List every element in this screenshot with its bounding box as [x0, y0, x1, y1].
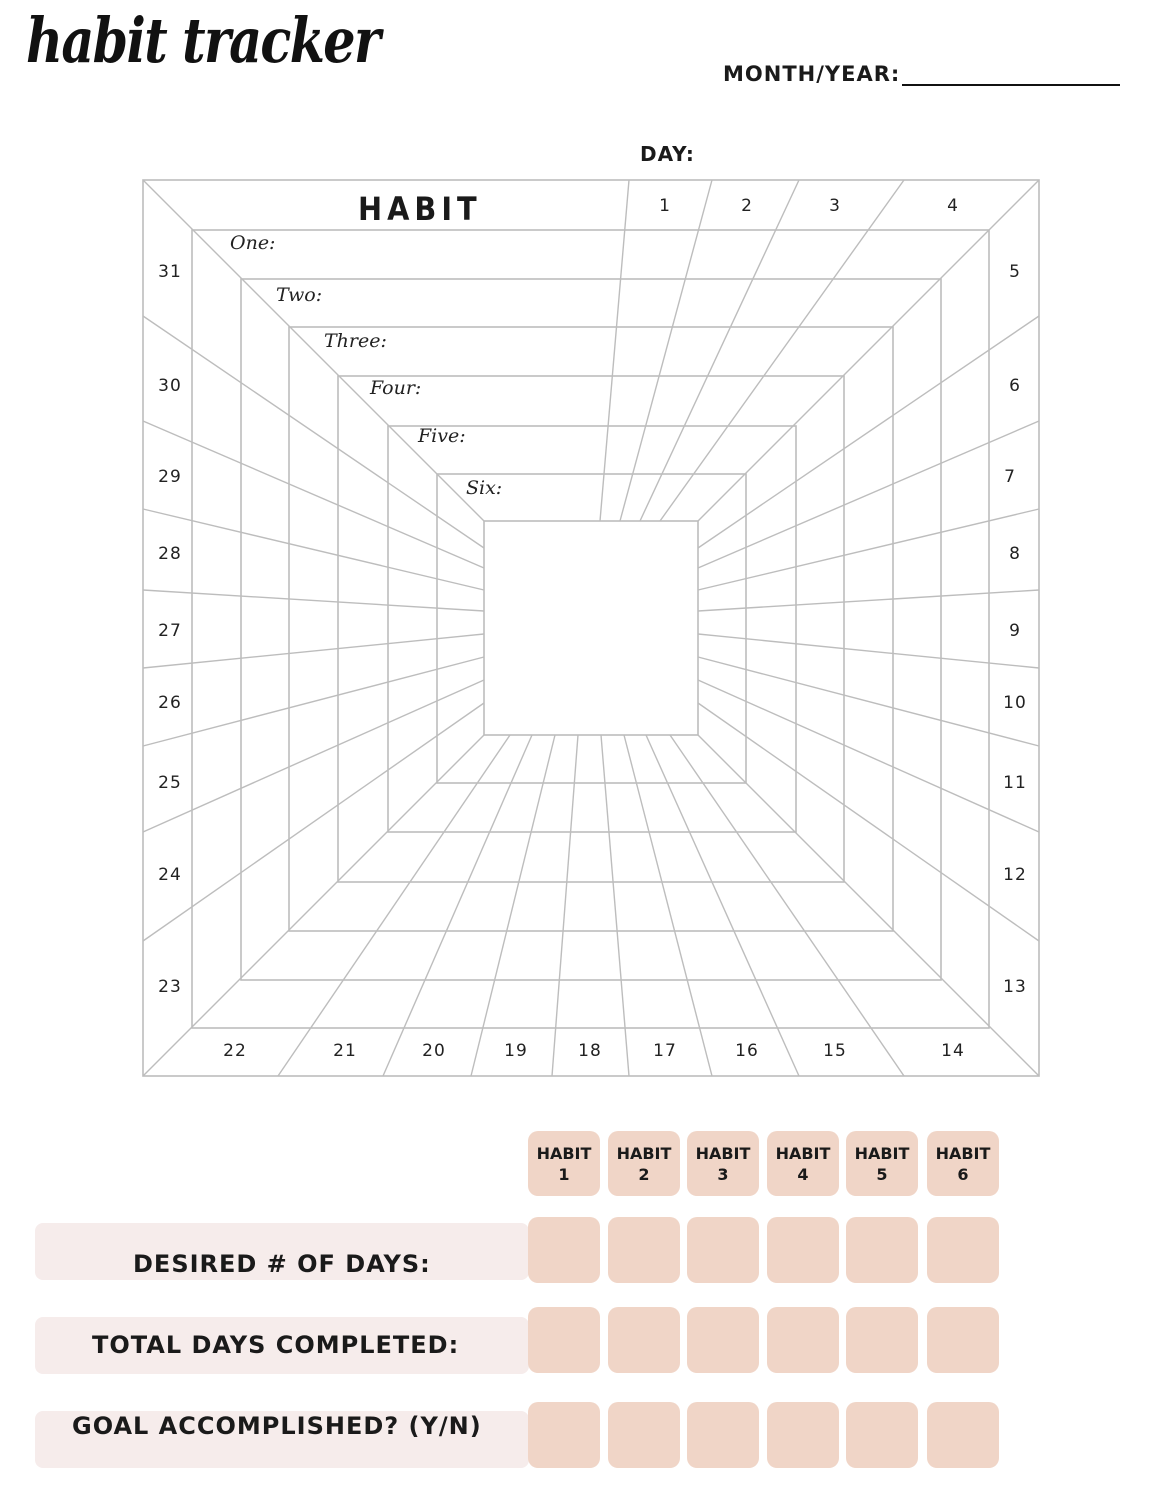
- day-label-7: 7: [1004, 467, 1016, 487]
- summary-cell-r3-habit4[interactable]: [767, 1402, 839, 1468]
- habit-column-header-number: 4: [797, 1164, 809, 1184]
- month-year-label: MONTH/YEAR:: [723, 62, 901, 86]
- habit-column-header-6: [927, 1131, 999, 1196]
- day-label-13: 13: [1003, 977, 1027, 997]
- habit-name-5: Five:: [418, 425, 466, 447]
- day-label-17: 17: [653, 1041, 677, 1061]
- day-label-20: 20: [422, 1041, 446, 1061]
- summary-cell-r2-habit2[interactable]: [608, 1307, 680, 1373]
- habit-name-2: Two:: [276, 284, 323, 306]
- grid-divider-left-3: [143, 590, 484, 611]
- grid-ring-3: [289, 327, 893, 931]
- summary-cell-r2-habit1[interactable]: [528, 1307, 600, 1373]
- habit-column-header-text: HABIT: [854, 1143, 910, 1163]
- day-label-15: 15: [823, 1041, 847, 1061]
- summary-cell-r2-habit5[interactable]: [846, 1307, 918, 1373]
- day-label-9: 9: [1009, 621, 1021, 641]
- habit-column-header-2: [608, 1131, 680, 1196]
- habit-column-header-text: HABIT: [536, 1143, 592, 1163]
- day-label-29: 29: [158, 467, 182, 487]
- grid-divider-top-1: [620, 180, 712, 521]
- summary-cell-r1-habit1[interactable]: [528, 1217, 600, 1283]
- day-label-2: 2: [741, 196, 753, 216]
- summary-row-label-1: DESIRED # OF DAYS:: [133, 1250, 431, 1278]
- summary-row-label-3: GOAL ACCOMPLISHED? (Y/N): [72, 1412, 482, 1440]
- summary-cell-r3-habit1[interactable]: [528, 1402, 600, 1468]
- habit-name-4: Four:: [370, 377, 422, 399]
- habit-column-header-3: [687, 1131, 759, 1196]
- habit-name-6: Six:: [466, 477, 503, 499]
- summary-cell-r1-habit6[interactable]: [927, 1217, 999, 1283]
- day-label-1: 1: [659, 196, 671, 216]
- grid-center-box: [484, 521, 698, 735]
- summary-cell-r2-habit4[interactable]: [767, 1307, 839, 1373]
- grid-divider-right-4: [698, 634, 1039, 668]
- habit-column-header-text: HABIT: [616, 1143, 672, 1163]
- day-label-24: 24: [158, 865, 182, 885]
- habit-column-header-text: HABIT: [775, 1143, 831, 1163]
- day-label-10: 10: [1003, 693, 1027, 713]
- day-label-31: 31: [158, 262, 182, 282]
- habit-name-1: One:: [230, 232, 276, 254]
- grid-divider-right-5: [698, 657, 1039, 746]
- day-label-23: 23: [158, 977, 182, 997]
- grid-divider-right-6: [698, 680, 1039, 832]
- day-label: DAY:: [640, 142, 695, 166]
- grid-divider-left-6: [143, 680, 484, 832]
- habit-column-header-1: [528, 1131, 600, 1196]
- grid-divider-top-0: [600, 180, 629, 521]
- habit-column-header-number: 2: [638, 1164, 650, 1184]
- habit-column-header-number: 1: [558, 1164, 570, 1184]
- summary-cell-r3-habit5[interactable]: [846, 1402, 918, 1468]
- day-label-16: 16: [735, 1041, 759, 1061]
- page-title: habit tracker: [26, 4, 380, 77]
- summary-cell-r3-habit6[interactable]: [927, 1402, 999, 1468]
- grid-divider-left-2: [143, 509, 484, 590]
- grid-divider-top-3: [660, 180, 904, 521]
- grid-divider-right-2: [698, 509, 1039, 590]
- summary-cell-r1-habit3[interactable]: [687, 1217, 759, 1283]
- day-label-30: 30: [158, 376, 182, 396]
- habit-name-3: Three:: [324, 330, 387, 352]
- summary-cell-r3-habit2[interactable]: [608, 1402, 680, 1468]
- summary-cell-r2-habit3[interactable]: [687, 1307, 759, 1373]
- day-label-4: 4: [947, 196, 959, 216]
- grid-divider-bottom-1: [383, 735, 532, 1076]
- day-label-3: 3: [829, 196, 841, 216]
- summary-cell-r1-habit5[interactable]: [846, 1217, 918, 1283]
- habit-column-header-text: HABIT: [695, 1143, 751, 1163]
- grid-ring-2: [241, 279, 941, 980]
- day-label-6: 6: [1009, 376, 1021, 396]
- day-label-28: 28: [158, 544, 182, 564]
- day-label-21: 21: [333, 1041, 357, 1061]
- grid-ring-4: [338, 376, 844, 882]
- habit-column-header-number: 3: [717, 1164, 729, 1184]
- day-label-26: 26: [158, 693, 182, 713]
- day-label-19: 19: [504, 1041, 528, 1061]
- habit-column-header-number: 5: [876, 1164, 888, 1184]
- day-label-14: 14: [941, 1041, 965, 1061]
- summary-cell-r2-habit6[interactable]: [927, 1307, 999, 1373]
- grid-divider-right-3: [698, 590, 1039, 611]
- summary-cell-r1-habit2[interactable]: [608, 1217, 680, 1283]
- grid-divider-left-4: [143, 634, 484, 668]
- grid-divider-right-1: [698, 421, 1039, 568]
- habit-column-header-4: [767, 1131, 839, 1196]
- grid-divider-top-2: [640, 180, 799, 521]
- habit-column-header-text: HABIT: [935, 1143, 991, 1163]
- habit-header: HABIT: [358, 190, 482, 228]
- day-label-27: 27: [158, 621, 182, 641]
- grid-divider-left-5: [143, 657, 484, 746]
- day-label-8: 8: [1009, 544, 1021, 564]
- day-label-22: 22: [223, 1041, 247, 1061]
- grid-divider-bottom-3: [552, 735, 578, 1076]
- day-label-12: 12: [1003, 865, 1027, 885]
- summary-row-label-2: TOTAL DAYS COMPLETED:: [92, 1331, 460, 1359]
- summary-cell-r3-habit3[interactable]: [687, 1402, 759, 1468]
- grid-divider-bottom-2: [471, 735, 555, 1076]
- day-label-11: 11: [1003, 773, 1027, 793]
- day-label-25: 25: [158, 773, 182, 793]
- day-label-18: 18: [578, 1041, 602, 1061]
- habit-column-header-5: [846, 1131, 918, 1196]
- habit-column-header-number: 6: [957, 1164, 969, 1184]
- grid-divider-bottom-4: [601, 735, 629, 1076]
- grid-divider-bottom-5: [624, 735, 712, 1076]
- grid-divider-bottom-6: [646, 735, 799, 1076]
- summary-cell-r1-habit4[interactable]: [767, 1217, 839, 1283]
- day-label-5: 5: [1009, 262, 1021, 282]
